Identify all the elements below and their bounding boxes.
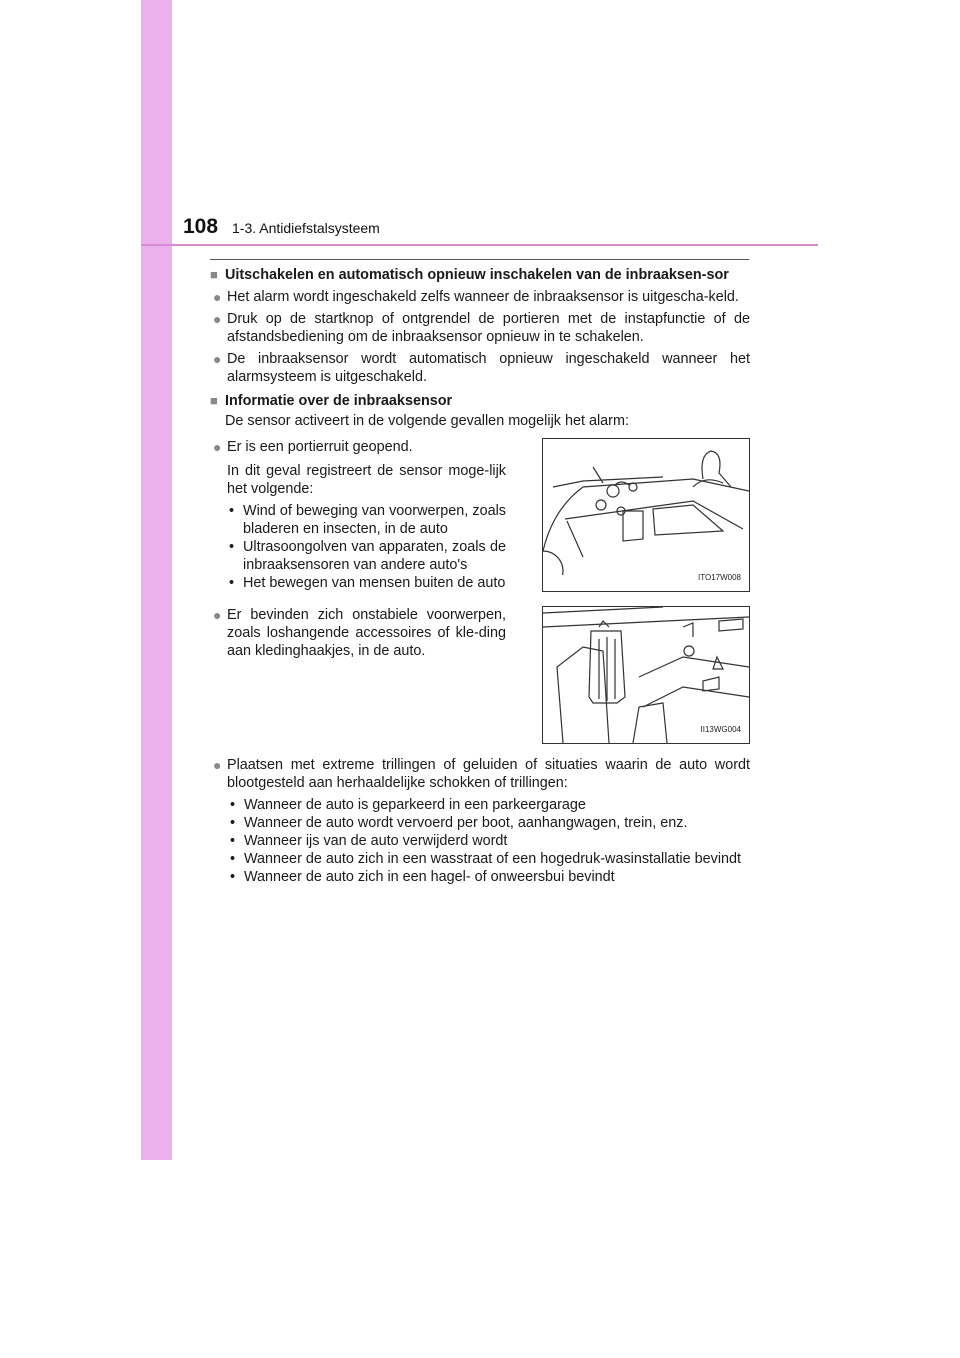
sub-bullet: • — [230, 815, 236, 831]
heading-text: Informatie over de inbraaksensor — [225, 393, 453, 409]
bullet-text: Er bevinden zich onstabiele voorwerpen, zoals loshangende accessoires of kle-ding aan kledinghaakjes, in de auto. — [227, 607, 506, 659]
section-heading — [210, 266, 750, 284]
square-bullet-icon: ■ — [210, 267, 218, 282]
square-bullet-icon: ■ — [210, 393, 218, 408]
list-item — [210, 606, 506, 660]
bullet-text: De inbraaksensor wordt automatisch opnieuw ingeschakeld wanneer het alarmsysteem is uitgeschakeld. — [227, 351, 750, 385]
heading-text: Uitschakelen en automatisch opnieuw inschakelen van de inbraaksen-sor — [225, 267, 729, 283]
sub-item-text: Ultrasoongolven van apparaten, zoals de inbraaksensoren van andere auto's — [243, 539, 506, 573]
list-item — [210, 756, 750, 792]
sub-bullet: • — [229, 503, 235, 519]
sub-bullet: • — [230, 833, 236, 849]
sub-item-text: Wanneer de auto wordt vervoerd per boot, aanhangwagen, trein, enz. — [244, 815, 688, 831]
case-text — [210, 606, 506, 744]
sub-bullet: • — [229, 539, 235, 555]
sub-list-item — [227, 502, 506, 538]
sub-list-item — [227, 574, 506, 592]
sub-list-item — [228, 796, 750, 814]
sub-item-text: Wanneer de auto is geparkeerd in een parkeergarage — [244, 797, 586, 813]
sub-list-item — [227, 538, 506, 574]
sub-item-text: Wanneer de auto zich in een hagel- of onweersbui bevindt — [244, 869, 615, 885]
header-tab — [141, 0, 172, 246]
header-rule — [141, 244, 818, 246]
sub-item-text: Wanneer ijs van de auto verwijderd wordt — [244, 833, 508, 849]
sub-list-item — [228, 850, 750, 868]
dot-bullet-icon: ● — [213, 757, 222, 773]
page-number: 108 — [183, 215, 219, 238]
figure-open-window — [542, 438, 750, 592]
list-item — [210, 288, 750, 306]
dot-bullet-icon: ● — [213, 311, 222, 327]
case-row — [210, 438, 750, 592]
sub-list-item — [228, 832, 750, 850]
dot-bullet-icon: ● — [213, 439, 222, 455]
figure-hanging-clothes — [542, 606, 750, 744]
sub-list-item — [228, 868, 750, 886]
bullet-text: Plaatsen met extreme trillingen of geluiden of situaties waarin de auto wordt blootgesteld aan herhaaldelijke schokken of trillingen: — [227, 757, 750, 791]
section-heading — [210, 392, 750, 410]
sub-list — [210, 796, 750, 886]
bullet-text: Druk op de startknop of ontgrendel de portieren met de instapfunctie of de afstandsbediening om de inbraaksensor opnieuw in te schakelen. — [227, 311, 750, 345]
sub-item-text: Wanneer de auto zich in een wasstraat of een hogedruk-wasinstallatie bevindt — [244, 851, 742, 867]
case-description: In dit geval registreert de sensor moge-lijk het volgende: — [227, 463, 506, 497]
figure-code: ITO17W008 — [696, 569, 743, 587]
bullet-text: Er is een portierruit geopend. — [227, 439, 413, 455]
sub-list-item — [228, 814, 750, 832]
list-item — [210, 350, 750, 386]
bullet-text: Het alarm wordt ingeschakeld zelfs wanneer de inbraaksensor is uitgescha-keld. — [227, 289, 739, 305]
content-rule — [210, 259, 749, 260]
intro-text: De sensor activeert in de volgende gevallen mogelijk het alarm: — [225, 413, 629, 429]
sub-bullet: • — [230, 797, 236, 813]
sub-list — [210, 502, 506, 592]
dot-bullet-icon: ● — [213, 289, 222, 305]
section-title: 1-3. Antidiefstalsysteem — [232, 220, 380, 236]
sub-bullet: • — [230, 869, 236, 885]
dot-bullet-icon: ● — [213, 607, 222, 623]
case-text — [210, 438, 506, 592]
list-item — [210, 438, 506, 456]
car-open-window-illustration — [543, 439, 749, 575]
sub-bullet: • — [229, 575, 235, 591]
sub-bullet: • — [230, 851, 236, 867]
sub-item-text: Wind of beweging van voorwerpen, zoals bladeren en insecten, in de auto — [243, 503, 506, 537]
sub-item-text: Het bewegen van mensen buiten de auto — [243, 575, 506, 591]
page-content — [210, 266, 750, 886]
list-item — [210, 310, 750, 346]
case-row — [210, 606, 750, 744]
figure-code: II13WG004 — [699, 721, 743, 739]
dot-bullet-icon: ● — [213, 351, 222, 367]
